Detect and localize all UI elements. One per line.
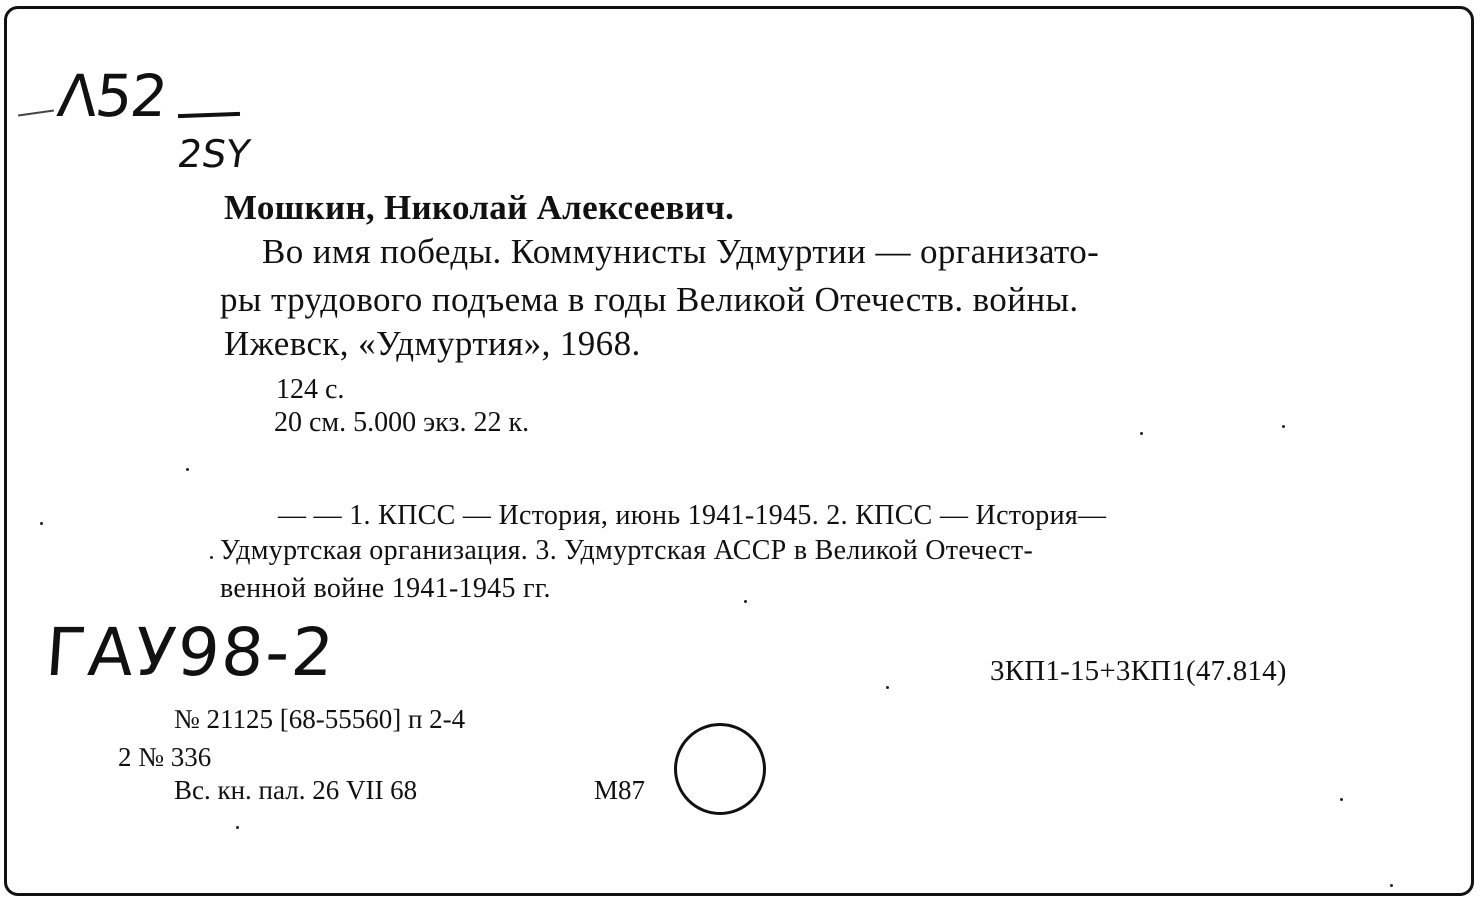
subject-line-1: — — 1. КПСС — История, июнь 1941-1945. 2. КПСС — История— (278, 500, 1107, 531)
subject-line-2: Удмуртская организация. 3. Удмуртская АССР в Великой Отечест- (220, 535, 1034, 566)
catalog-code: М87 (594, 775, 646, 805)
speck (40, 522, 43, 525)
subject-line-3: венной войне 1941-1945 гг. (220, 573, 551, 604)
shelf-mark-main: Λ52 (54, 62, 170, 130)
chamber-date-line: Вс. кн. пал. 26 VII 68 (174, 775, 418, 805)
print-number-line: № 21125 [68-55560] п 2-4 (174, 704, 466, 734)
circle-stamp (674, 723, 766, 815)
classification-index: 3КП1-15+3КП1(47.814) (990, 655, 1287, 687)
speck (186, 468, 189, 471)
speck (1282, 425, 1285, 428)
author-heading: Мошкин, Николай Алексеевич. (224, 188, 735, 227)
speck (236, 826, 239, 829)
speck (210, 556, 213, 559)
speck (886, 686, 889, 689)
speck (744, 600, 747, 603)
speck (1390, 884, 1393, 887)
shelf-mark-denominator: 2SY (174, 132, 253, 176)
title-line-1: Во имя победы. Коммунисты Удмуртии — организато- (262, 232, 1100, 271)
page-count: 124 с. (276, 374, 345, 405)
card-number-line: 2 № 336 (118, 742, 212, 772)
title-line-3: Ижевск, «Удмуртия», 1968. (224, 324, 641, 363)
title-line-2: ры трудового подъема в годы Великой Отечеств. войны. (220, 280, 1079, 319)
physical-description: 20 см. 5.000 экз. 22 к. (274, 407, 530, 438)
handwritten-code: ГАУ98-2 (43, 614, 339, 691)
speck (1140, 432, 1143, 435)
speck (1340, 798, 1343, 801)
